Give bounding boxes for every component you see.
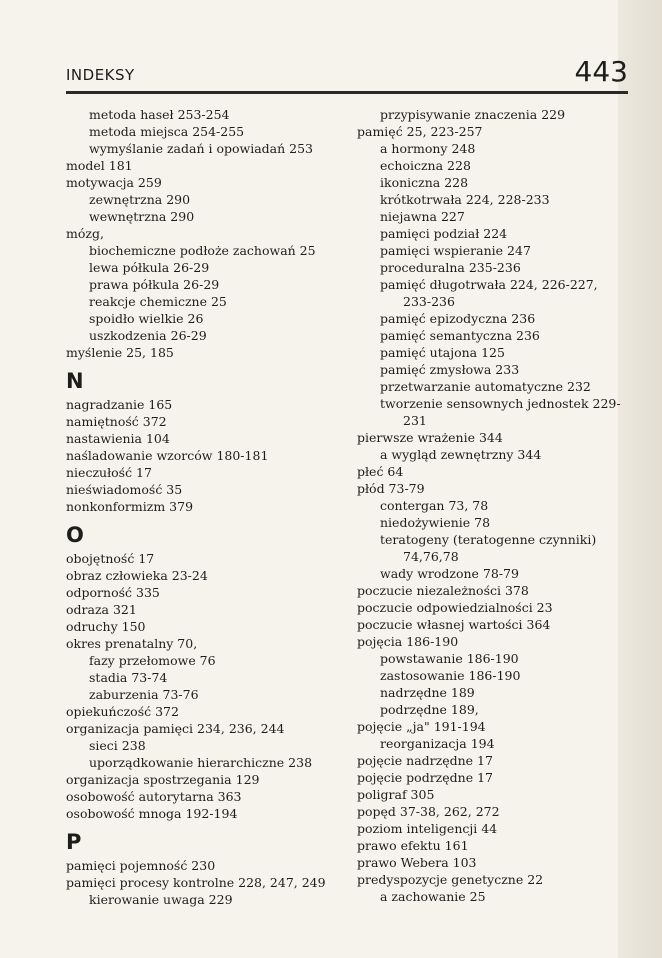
index-entry: pojęcia 186-190 [357,634,459,649]
index-entry: pamięci pojemność 230 [66,858,216,873]
index-subentry: prawa półkula 26-29 [89,277,220,292]
index-group-o [66,550,342,822]
index-subentry: tworzenie sensownych jednostek 229-231 [380,396,621,428]
index-entry: mózg, [66,226,104,241]
index-subentry: powstawanie 186-190 [380,651,519,666]
index-subentry: zaburzenia 73-76 [89,687,199,702]
index-subentry: przetwarzanie automatyczne 232 [380,379,591,394]
index-subentry: echoiczna 228 [380,158,471,173]
index-entry: pierwsze wrażenie 344 [357,430,503,445]
index-subentry: a wygląd zewnętrzny 344 [380,447,542,462]
index-entry: odruchy 150 [66,619,146,634]
index-entry: osobowość mnoga 192-194 [66,806,238,821]
index-subentry: podrzędne 189, [380,702,479,717]
index-entry: poczucie własnej wartości 364 [357,617,551,632]
index-entry: opiekuńczość 372 [66,704,179,719]
index-column-right [357,106,629,905]
index-entry: płeć 64 [357,464,404,479]
index-subentry: zewnętrzna 290 [89,192,191,207]
header-rule [66,91,628,94]
index-entry: organizacja pamięci 234, 236, 244 [66,721,285,736]
index-subentry: contergan 73, 78 [380,498,489,513]
index-entry: odporność 335 [66,585,160,600]
index-entry: obojętność 17 [66,551,155,566]
index-entry: motywacja 259 [66,175,162,190]
letter-heading-o: O [66,523,84,547]
index-subentry: reakcje chemiczne 25 [89,294,227,309]
index-subentry: pamięć utajona 125 [380,345,505,360]
index-entry: nagradzanie 165 [66,397,173,412]
section-title: INDEKSY [66,66,135,84]
letter-heading-p: P [66,830,82,854]
letter-heading-n: N [66,369,84,393]
index-subentry: stadia 73-74 [89,670,168,685]
running-header [66,55,628,90]
index-subentry: pamięć długotrwała 224, 226-227, 233-236 [380,277,598,309]
index-entry: poziom inteligencji 44 [357,821,498,836]
index-subentry: pamięć semantyczna 236 [380,328,540,343]
index-subentry: pamięci wspieranie 247 [380,243,531,258]
index-subentry: wady wrodzone 78-79 [380,566,519,581]
index-subentry: ikoniczna 228 [380,175,469,190]
page-number: 443 [574,55,628,88]
index-subentry: lewa półkula 26-29 [89,260,210,275]
index-entry: poczucie niezależności 378 [357,583,529,598]
index-entry: namiętność 372 [66,414,167,429]
index-entry: poligraf 305 [357,787,435,802]
index-subentry: niejawna 227 [380,209,465,224]
index-column-left [66,106,342,908]
index-subentry: metoda haseł 253-254 [89,107,230,122]
index-subentry: pamięci podział 224 [380,226,508,241]
index-subentry: nadrzędne 189 [380,685,475,700]
index-subentry: niedożywienie 78 [380,515,491,530]
index-entry: nastawienia 104 [66,431,170,446]
index-entry: prawo Webera 103 [357,855,477,870]
index-subentry: a hormony 248 [380,141,476,156]
index-subentry: proceduralna 235-236 [380,260,521,275]
index-entry: pamięć 25, 223-257 [357,124,483,139]
index-entry: pamięci procesy kontrolne 228, 247, 249 [66,875,326,890]
index-entry: model 181 [66,158,133,173]
index-subentry: metoda miejsca 254-255 [89,124,245,139]
index-subentry: reorganizacja 194 [380,736,495,751]
index-subentry: wymyślanie zadań i opowiadań 253 [89,141,313,156]
index-entry: pojęcie podrzędne 17 [357,770,493,785]
index-entry: płód 73-79 [357,481,425,496]
index-subentry: sieci 238 [89,738,146,753]
index-entry: pojęcie „ja" 191-194 [357,719,486,734]
index-group-m [66,106,342,361]
index-entry: myślenie 25, 185 [66,345,174,360]
index-subentry: uporządkowanie hierarchiczne 238 [89,755,313,770]
index-entry: popęd 37-38, 262, 272 [357,804,500,819]
index-entry: obraz człowieka 23-24 [66,568,208,583]
index-entry: okres prenatalny 70, [66,636,198,651]
index-subentry: biochemiczne podłoże zachowań 25 [89,243,316,258]
index-group-p [66,857,342,908]
index-group-n [66,396,342,515]
index-subentry: krótkotrwała 224, 228-233 [380,192,550,207]
index-subentry: pamięć epizodyczna 236 [380,311,536,326]
index-subentry: wewnętrzna 290 [89,209,195,224]
index-entry: nonkonformizm 379 [66,499,194,514]
index-subentry: zastosowanie 186-190 [380,668,521,683]
index-entry: prawo efektu 161 [357,838,469,853]
index-subentry: spoidło wielkie 26 [89,311,204,326]
index-subentry: fazy przełomowe 76 [89,653,216,668]
index-entry: organizacja spostrzegania 129 [66,772,260,787]
index-entry: nieświadomość 35 [66,482,183,497]
index-subentry: a zachowanie 25 [380,889,486,904]
index-subentry: pamięć zmysłowa 233 [380,362,520,377]
index-entry: pojęcie nadrzędne 17 [357,753,493,768]
index-subentry: uszkodzenia 26-29 [89,328,207,343]
index-subentry: kierowanie uwaga 229 [89,892,233,907]
index-subentry: teratogeny (teratogenne czynniki) 74,76,78 [380,532,597,564]
index-entry: osobowość autorytarna 363 [66,789,242,804]
index-entry: nieczułość 17 [66,465,152,480]
index-entry: predyspozycje genetyczne 22 [357,872,544,887]
index-entry: odraza 321 [66,602,137,617]
index-entry: naśladowanie wzorców 180-181 [66,448,269,463]
index-group-p-continued [357,106,629,905]
index-entry: poczucie odpowiedzialności 23 [357,600,553,615]
index-subentry: przypisywanie znaczenia 229 [380,107,566,122]
